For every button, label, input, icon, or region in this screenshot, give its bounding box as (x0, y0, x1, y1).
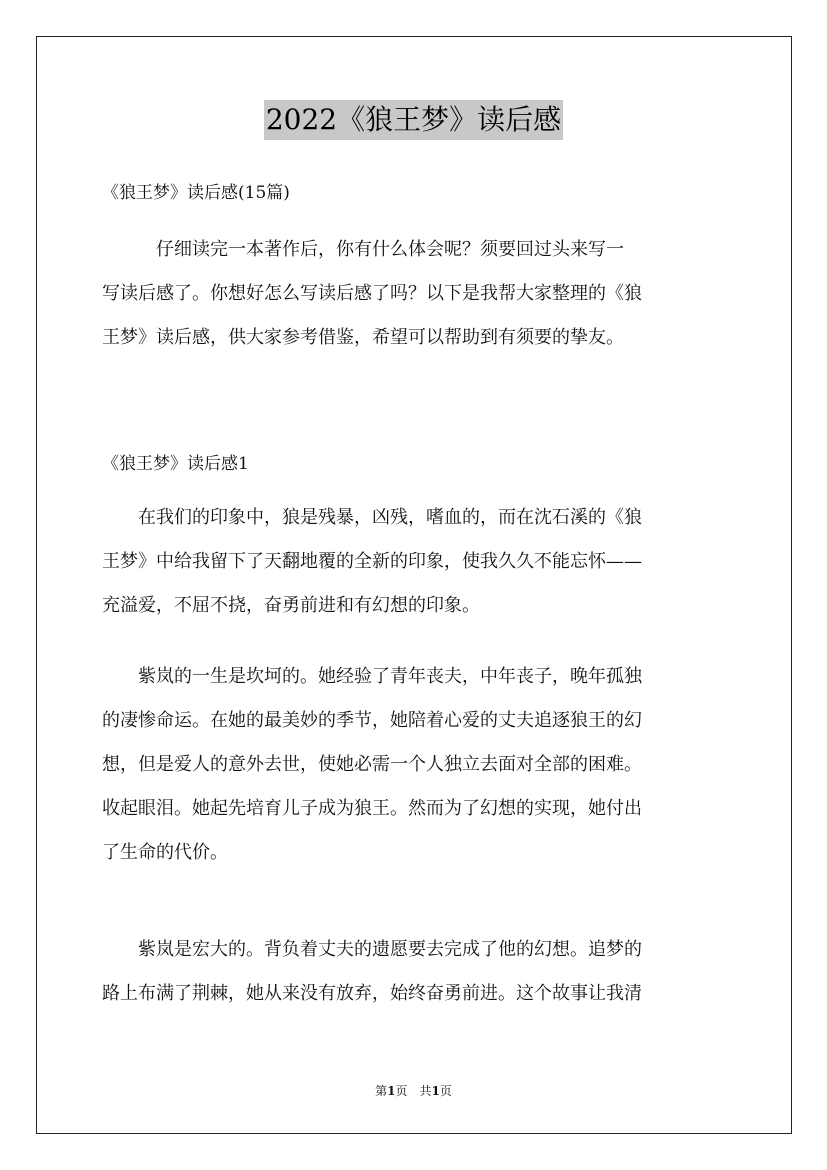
text-line: 写读后感了。你想好怎么写读后感了吗？以下是我帮大家整理的《狼 (102, 283, 642, 304)
text-line: 想，但是爱人的意外去世，使她必需一个人独立去面对全部的困难。 (102, 754, 642, 775)
body-paragraph-1 (102, 496, 726, 628)
footer-prefix: 第 (375, 1084, 388, 1098)
title-wrap (0, 100, 827, 140)
document-title: 2022《狼王梦》读后感 (264, 100, 563, 140)
text-line: 在我们的印象中，狼是残暴，凶残，嗜血的，而在沈石溪的《狼 (102, 507, 642, 528)
body-paragraph-2 (102, 655, 726, 875)
text-line: 紫岚的一生是坎坷的。她经验了青年丧夫，中年丧子，晚年孤独 (102, 666, 642, 687)
footer-total-pages: 1 (431, 1084, 440, 1098)
footer-mid: 页 共 (395, 1084, 432, 1098)
text-line: 了生命的代价。 (102, 842, 228, 863)
text-line: 的凄惨命运。在她的最美妙的季节，她陪着心爱的丈夫追逐狼王的幻 (102, 710, 642, 731)
text-line: 紫岚是宏大的。背负着丈夫的遗愿要去完成了他的幻想。追梦的 (102, 939, 642, 960)
text-line: 路上布满了荆棘，她从来没有放弃，始终奋勇前进。这个故事让我清 (102, 983, 642, 1004)
text-line: 王梦》中给我留下了天翻地覆的全新的印象，使我久久不能忘怀—— (102, 551, 642, 572)
intro-paragraph (102, 228, 726, 360)
document-subtitle: 《狼王梦》读后感(15篇) (102, 183, 290, 203)
footer-current-page: 1 (387, 1084, 396, 1098)
body-paragraph-3 (102, 928, 726, 1016)
text-line: 仔细读完一本著作后，你有什么体会呢？须要回过头来写一 (102, 239, 624, 260)
section-title: 《狼王梦》读后感1 (102, 454, 249, 474)
text-line: 收起眼泪。她起先培育儿子成为狼王。然而为了幻想的实现，她付出 (102, 798, 642, 819)
page-footer (0, 1082, 827, 1100)
text-line: 充溢爱，不屈不挠，奋勇前进和有幻想的印象。 (102, 595, 480, 616)
footer-suffix: 页 (439, 1084, 452, 1098)
text-line: 王梦》读后感，供大家参考借鉴，希望可以帮助到有须要的挚友。 (102, 327, 624, 348)
